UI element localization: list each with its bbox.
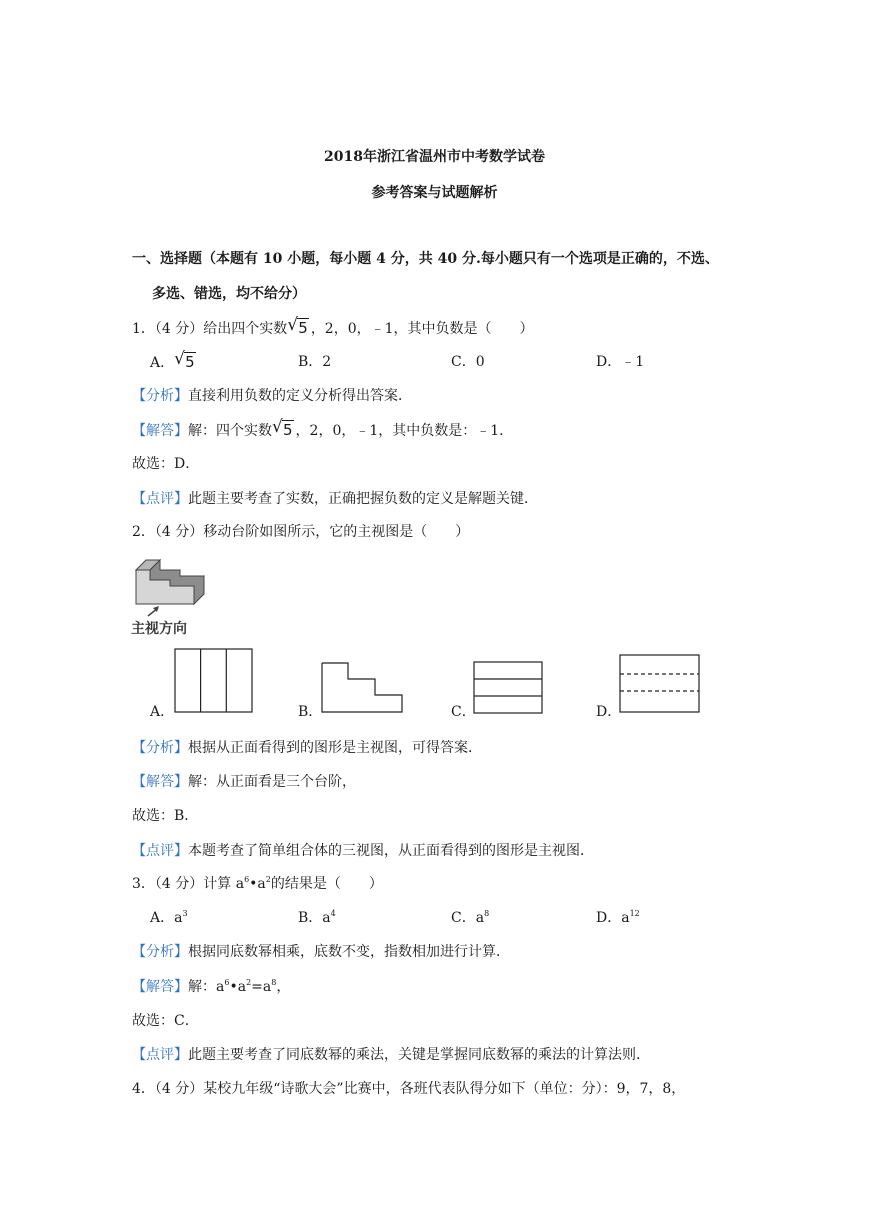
solution-text: 解：从正面看是三个台阶， [188,774,356,790]
stem-prefix: 3．（4 分）计算 a [132,876,245,892]
question-1-stem-suffix: ，2，0，﹣1，其中负数是（ ） [310,321,534,337]
analysis-tag: 【分析】 [132,944,188,960]
option-d-figure [619,654,701,714]
sqrt-symbol: √ 5 [174,349,195,371]
radicand: 5 [185,353,195,371]
comment-text: 此题主要考查了同底数幂的乘法，关键是掌握同底数幂的乘法的计算法则． [188,1047,650,1063]
solution-equals: =a [251,979,272,995]
question-3-comment [132,1045,650,1065]
solution-prefix: 解：a [188,979,225,995]
question-1-option-d: D．﹣1 [596,354,645,370]
comment-tag: 【点评】 [132,1047,188,1063]
question-3-option-c [451,908,489,928]
question-3-analysis [132,942,510,962]
question-2-option-c-label: C． [451,704,476,720]
solution-tag: 【解答】 [132,979,188,995]
option-label: C．a [451,910,485,926]
solution-text-prefix: 解：四个实数 [188,423,272,439]
exponent: 12 [629,909,640,918]
question-2-option-d-label: D． [596,704,622,720]
exponent: 6 [224,978,230,987]
question-2-analysis [132,738,482,758]
exponent: 2 [265,875,271,884]
stair-figure [132,556,212,618]
option-c-figure [473,661,545,715]
exponent: 3 [182,909,188,918]
document-title: 2018年浙江省温州市中考数学试卷 [324,149,545,165]
section-heading: 一、选择题（本题有 10 小题，每小题 4 分，共 40 分.每小题只有一个选项是正确的，不选、 [132,251,719,267]
question-2-option-b-label: B． [298,704,323,720]
analysis-text: 根据同底数幂相乘，底数不变，指数相加进行计算． [188,944,510,960]
question-1-comment [132,489,538,509]
option-label: D．a [596,910,630,926]
solution-text-suffix: ，2，0，﹣1，其中负数是：﹣1． [295,423,514,439]
exponent: 8 [484,909,490,918]
question-3-stem [132,874,383,894]
exponent: 2 [246,978,252,987]
question-2-option-a-label: A． [150,704,175,720]
figure-caption: 主视方向 [131,620,187,636]
exponent: 8 [271,978,277,987]
option-b-figure [321,662,405,714]
analysis-tag: 【分析】 [132,740,188,756]
question-1-solution [132,417,514,441]
comment-tag: 【点评】 [132,843,188,859]
question-1-analysis [132,386,412,406]
radicand: 5 [298,319,308,337]
solution-tag: 【解答】 [132,423,188,439]
option-label: B．a [298,910,331,926]
question-1-choice: 故选：D． [132,456,200,472]
question-3-solution [132,977,290,997]
analysis-tag: 【分析】 [132,388,188,404]
option-a-label: A． [150,355,175,371]
analysis-text: 直接利用负数的定义分析得出答案． [188,388,412,404]
question-1-stem-prefix: 1．（4 分）给出四个实数 [132,321,288,337]
option-a-figure [174,648,254,714]
stem-middle: •a [249,876,266,892]
question-1-option-c: C．0 [451,354,485,370]
question-4-stem: 4．（4 分）某校九年级“诗歌大会”比赛中，各班代表队得分如下（单位：分）：9，7，8， [132,1081,686,1097]
exponent: 6 [244,875,250,884]
question-1-option-b: B．2 [298,354,332,370]
question-3-option-a [150,908,188,928]
analysis-text: 根据从正面看得到的图形是主视图，可得答案． [188,740,482,756]
solution-tag: 【解答】 [132,774,188,790]
question-3-option-d [596,908,640,928]
exponent: 4 [330,909,336,918]
comment-text: 此题主要考查了实数，正确把握负数的定义是解题关键． [188,491,538,507]
solution-suffix: ， [276,979,291,995]
question-1-stem [132,315,534,339]
question-3-choice: 故选：C． [132,1013,199,1029]
question-2-comment [132,841,594,861]
document-subtitle: 参考答案与试题解析 [371,185,498,201]
question-2-choice: 故选：B． [132,808,199,824]
option-label: A．a [150,910,183,926]
comment-tag: 【点评】 [132,491,188,507]
sqrt-symbol: √ 5 [272,417,293,439]
section-heading-continued: 多选、错选，均不给分） [152,286,306,302]
question-1-option-a [150,349,198,373]
comment-text: 本题考查了简单组合体的三视图，从正面看得到的图形是主视图． [188,843,594,859]
radicand: 5 [283,421,293,439]
question-2-solution [132,772,356,792]
question-2-stem: 2．（4 分）移动台阶如图所示，它的主视图是（ ） [132,524,470,540]
question-3-option-b [298,908,336,928]
stem-suffix: 的结果是（ ） [270,876,383,892]
solution-middle: •a [229,979,247,995]
sqrt-symbol: √ 5 [287,315,308,337]
